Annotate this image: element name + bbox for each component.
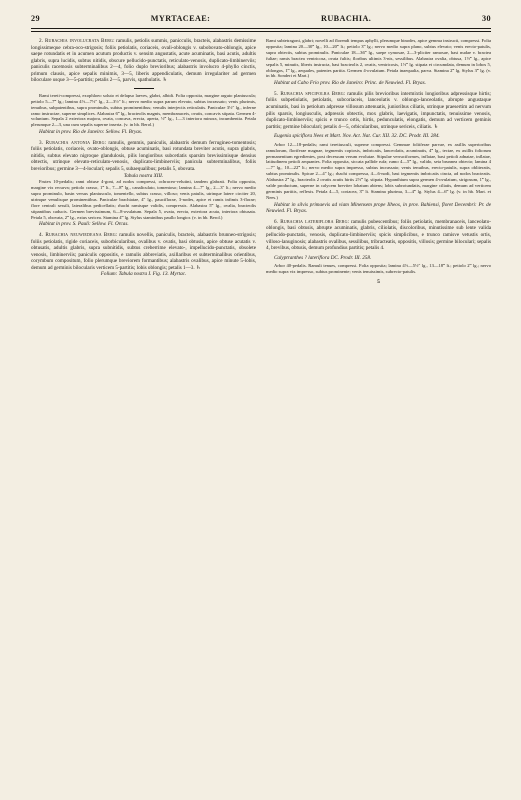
species-name: 5. Rubachia spicifolra <box>274 90 330 97</box>
species-entry-6 <box>266 219 491 275</box>
plate-reference: Folium: Tabula nostra I. Fig. 13. Myrtac. <box>100 271 187 278</box>
species-diagnosis: : ramulis pilis brevioribus intermixtis longioribus adpressisque hirtis; foliis subpetiolatis, petiolatis, subcoriaceis, lanceolatis v. oblongo-lanceolatis, abrupte angustaque acuminatis, basi in petiolum adpresse villosum attenuatis, junioribus ciliatis, utrinque praesertim ad nervum pilis sparsis, longiusculis, adpressis obtectis, mox glabris, laevigatis, impunctatis, tenuissime venosis, duplicato-limbinerviis; spicis e trunco ortis, hirtis, pedunculatis, elongatis, demum ad verticem geminis partitis; germine biloculari; petalis 4—5, orbicularibus, utrinque sericeis, ciliatis. ♄ <box>266 90 491 130</box>
synonym-reference: Nees et Mart. Nov. Act. Nat. Cur. XII. 32. DC. Prodr. III. 284. <box>313 133 440 140</box>
species-diagnosis: : ramulis, gemmis, paniculis, alabastris demum ferrugineo-tomentosis; foliis petiolatis, coriaceis, ovato-oblongis, obtuse acuminatis, basi rotundata breviter acutis, supra glabris, nitidis, subtus elevato nigroque glandulosis, pilis longioribus subcetlatis sparsim brevissimisque densius obtectis, utrinque elevato-reticulato-venosis, duplicato-limbinerviis; panicula subterminalibus, foliis brevioribus; germine 3—4-loculari; sepalis 5, subaequalibus; petalis 5, obovata. <box>31 139 256 172</box>
species-author: Berg <box>335 218 348 225</box>
running-subtitle: RUBACHIA. <box>321 14 372 23</box>
species-description: Frutex 10-pedalis; rami obtuse 4-goni, ad nodos compressi, ochraceo-velutini, tandem glabrati. Folia opposita, margine vix recurva; petiolo crasso, 1‴ lt., 7—8‴ lg., canaliculato, tomentoso; lamina 4—7″ lg., 2—3″ lt.; nervo medio supra prominulo, basin versus planiusculo, tomentello, subtus crasso, villoso; venis patulis, utrinque latere circiter 20, utrinque venulisque prominentibus. Paniculae brachiatae, 4″ lg., pauciflorae, 3-nodes, apice et ramis infimis 3-florae; flore centrali sessili, lateralibus pedicellatis; rhachi ramisque validis, compressis. Alabastra 5‴ lg., ovalia, bracteolis stipantibus caducis. Germen brevissimum, 6—8-ovulatum. Sepala 5, ovata, erecta, exteriora acuta, interiora obtusata. Petala 5, obovata, 2‴ lg., extus sericea. Stamina 4‴ lg. Stylus staminibus paullo longior. (v. in hb. Berol.) <box>31 179 256 220</box>
species-name: 4. Rubachia neuwiedeana <box>39 231 102 238</box>
species-author: Berg <box>92 139 105 146</box>
species-habitat: Habitat ad Cabo Frio prov. Rio de Janeiro: Princ. de Neuwied. Fl. Bryas. <box>274 80 426 87</box>
running-title: MYRTACEAE: <box>150 14 211 23</box>
species-entry-3 <box>31 140 256 228</box>
species-habitat: Habitat in prov. Rio de Janeiro: Sellow. Fl. Bryas. <box>39 129 143 136</box>
text-columns <box>31 38 491 788</box>
species-name: 2. Rubachia involucrata <box>39 38 100 44</box>
species-author: Berg <box>101 38 114 44</box>
header-rule <box>31 28 491 29</box>
plate-reference: Tabula nostra XIII. <box>123 172 164 179</box>
synonym-reference: DC. Prodr. III. 258. <box>330 254 372 261</box>
species-entry-5 <box>266 91 491 215</box>
species-entry-2 <box>31 38 256 136</box>
species-name: 3. Rubachia antonia <box>39 139 91 146</box>
header-rule-thin <box>31 31 491 32</box>
species-diagnosis: : ramulis pubescentibus; foliis petiolatis, membranaceis, lanceolato-oblongis, basi obtusis, abrupte acuminatis, glabris, ciliolatis, discoloribus, minutissime sub lente valida pellucido-punctatis, venosis, duplicato-limbinerviis; spicis simplicibus, e trunco ramisve vetustis ortis, villoso-lanuginosis; alabastris ovalibus, sessilibus, tribracteatis, oppositis, villosis; germine biloculari; sepalis 4, brevibus, obtusis, demum profundius partitis; petalis 4. <box>266 218 491 252</box>
page-number-right: 30 <box>482 14 491 23</box>
species-habitat: Habitat in prov. S. Pauli: Sellow. Fl. Orcas. <box>39 221 129 228</box>
species-description: Arbor 12—18-pedalis; rami teretiusculi, superne compressi. Gemmae foliiferae parvae, ex axillis superioribus ramulorum, floriferae magnae, tegmentis copiosis, imbricatis, lanceolatis, acuminatis, 4‴ lg., tectae, ex axillis foliorum permanentium egredientes, post decessum verum evolutae. Stipulae verruciformes, inflatae, basi petioli adnatae, inflatae, latitudinem petioli aequantes. Folia opposita, siccata pallide rufa; rumo 4—5‴ lg., valido, seta brunnea obtecto; lamina 4—7″ lg., 10—22‴ lt.; nervo medio supra impresso, subtus incrassato; venis tenuibus, erecto-patulis, supra obliteratis, subtus prominulis. Spicae 2—4″ lg.; rhachi compressa, 4—6-nodi, basi tegmentis imbricatis cincta, ad nodos bracteatis. Alabastra 2‴ lg., bracteolis 2 ovatis acutis hirtis 2½‴ lg. stipata. Hypanthium supra germen 4-ovulatum, strigosum, 1‴ lg., valde productum, superne in calycem breviter lobatum abiens; lobis subrotundatis, margine ciliatis, demum ad verticem germinis partitis, reflexis. Petala 4—5, coriacea, 3‴ lt. Stamina plurima, 3—4‴ lg. Stylus 4—6‴ lg. (v. in hb. Mart. et Nees.) <box>266 141 491 200</box>
species-diagnosis: : ramulis, petiolis summis, panicculis, bracteis, alabastris demissime longissimeque cebra-oco-strigosis; foliis petiolatis, coriaceis, ovali-oblongis v. subobovato-oblongis, apice saepe rotundatis et in acumen acutum productis v. sensim angustatis, acute acuminatis, basi acutis, adultis glabris, supra lucidis, subtus nitidis, obscure pellucido-punctatis, reticulato-venosis, duplicato-limbinerviis; paniculis racemosis subterminalibus 2—4, folio duplo brevioribus; alabastris involucro 4-phyllo cinctis, primum clausis, apice sepalis minimis, 3—5, liberis appendiculatis, demum irregulariter ad germen bilocularе usque 3—5-partitis; petalis 2—5, parvis, spathulatis. ♄ <box>31 38 256 84</box>
species-entry-4-continued <box>266 38 491 87</box>
synonym-name: Eugenia spiciflora <box>274 133 313 140</box>
synonym-name: Calyptranthes ? lateriflora <box>274 254 330 261</box>
species-entry-4 <box>31 232 256 278</box>
species-description: Rami subtetragoni, glabri; novelli ad florendi tempus aphylli, plerumque binodes, apice gemma instructi, compressi. Folia opposita; lamina 20—30‴ lg., 10—20‴ lt.; petiolo 3‴ lg.; nervo medio supra plano, subtus elevato; venis erecto-patulis, supra obtectis, subtus prominulis. Paniculae 18—36‴ lg., saepe cymosae, 2—3-pliciter ramosae, basi nudae v. bractea fultae; ramis bractea ventricosa, ovata fultis; floribus ultimis 3-nis, sessilibus. Alabastra ovalia, obtusa, 1½‴ lg., apice sepalis 5, minutis, liberis instructa, basi bracteolis 2, ovatis, ventricosis, 1½‴ lg. stipata et circumdata, demum in lobos 5, oblongos, 1‴ lg., aequales, patentes partita. Germen 4-ovulatum. Petala inaequalia, parva. Stamina 2‴ lg. Stylus 3‴ lg. (v. in hb. Sonderi et Mart.) <box>266 38 491 79</box>
species-diagnosis: : ramulis novellis, paniculis, bracteis, alabastris brunneo-strigosis; foliis petiolatis, rigide coriaceis, suborbicularibus, ovalibus v. ovatis, basi obtusis, apice obtuse acutatis v. obtusatis, adultis glabris, supra subnitidis, subtus crebеrrime elevato-, impellucido-punctatis, obsolete venosis, limbinerviis; paniculis oppositis, e ramulis abbreviatis, axillaribus et subterminalibus orientibus, corymbum compositum, folio plerumque breviorem formantibus; alabastris ovalibus, apice minute 5-lobis, demum ad germinis bilocularis verticem 5-partitis; lobis oblongis; petalis 1—3. ♄ <box>31 231 256 271</box>
left-column <box>31 38 256 788</box>
species-author: Berg <box>103 231 116 238</box>
separator <box>134 88 154 89</box>
right-column <box>266 38 491 788</box>
species-author: Berg <box>331 90 344 97</box>
running-head <box>31 14 491 26</box>
page-number: 29 <box>31 14 40 23</box>
species-name: 6. Rubachia lateriflora <box>274 218 334 225</box>
species-description: Rami tereti-compressi, exophloeo soluto et delapso laeves, glabri, albidi. Folia opposita, margine arguto planiuscula; petiolo 5—7‴ lg.; lamina 4½—7½″ lg., 2—3½″ lt.; nervo medio supra parum elevato, subtus incrassato; venis plurimis, tenuibus, subpatentibus, supra prominulis, subtus prominentibus; venulis interjectis reticulatis. Paniculae 3½″ lg., inferne ramo instructae, superne simplices. Alabastra 6‴ lg., bracteolis magnis, membranaceis, ovatis, concavis stipata. Germen 4-voluntum. Sepala 2 exteriora majora, ovata, concava, erecta, apertа, ½‴ lg., 1—3 interiora minora, incumbentia. Petala plerumque 2—3, una cum sepalis superne inserta. (v. in hb. Berol.) <box>31 92 256 128</box>
species-description: Arbor 40-pedalis. Ramuli tenues, compressi. Folia opposita; lamina 4½—5½″ lg., 13—18‴ lt.; petiolo 2‴ lg.; nervo medio supra vix impresso, subtus prominente; venis tenuissimis, subrecto-patulis. <box>266 263 491 275</box>
signature-mark: 5 <box>377 278 380 285</box>
species-habitat: Habitat in silvis primaevis ad viam Minensem prope Ilheos, in prov. Bahiensi, floret Decembri: Pr. de Neuwied. Fl. Bryas. <box>266 201 491 215</box>
